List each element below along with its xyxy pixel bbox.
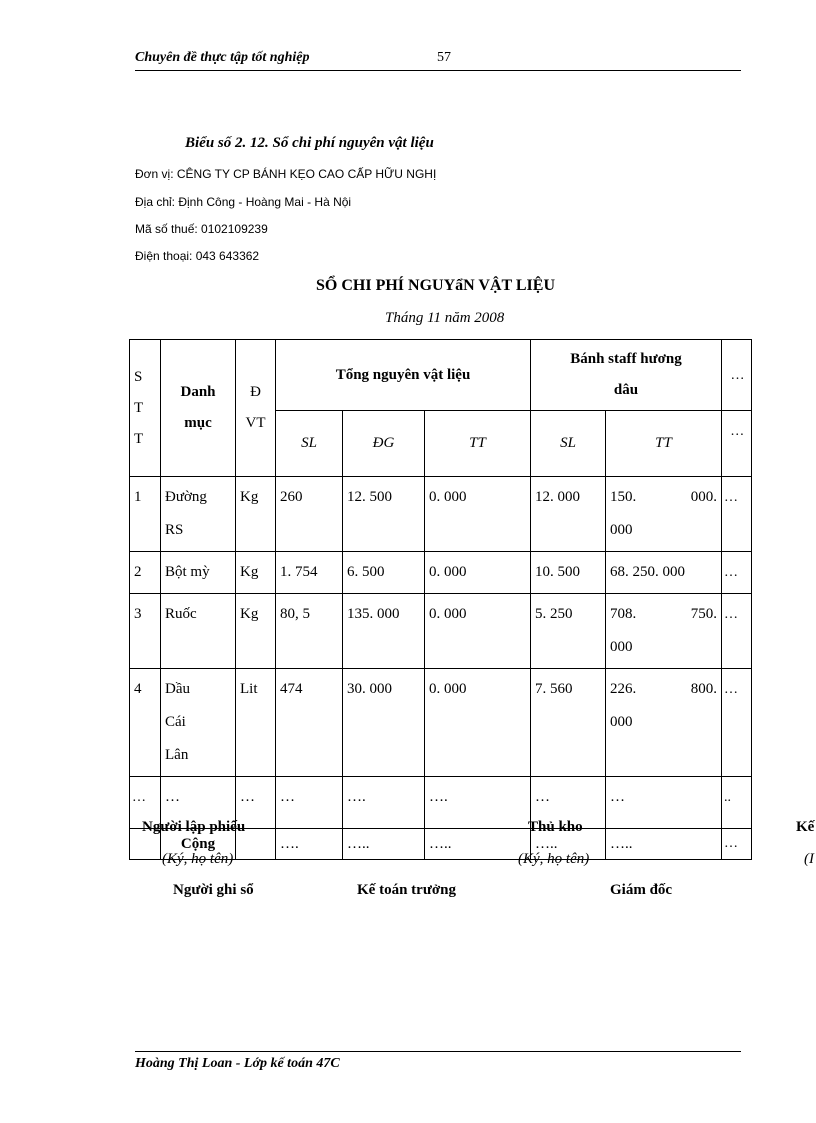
table-row xyxy=(130,552,752,594)
cell-tt: 0. 000 xyxy=(425,594,531,669)
header-row-1 xyxy=(130,340,752,411)
cell-sl: 474 xyxy=(276,669,343,777)
danh-muc-line: Danh xyxy=(180,384,216,400)
table-row xyxy=(130,477,752,552)
dm-line: Lân xyxy=(165,747,189,763)
cell-danh-muc: Ruốc xyxy=(161,594,236,669)
cell-dvt: … xyxy=(236,777,276,829)
cell-dvt: Lit xyxy=(236,669,276,777)
table-row xyxy=(130,594,752,669)
sig-ke-cut: Kế xyxy=(796,819,815,835)
cell-danh-muc xyxy=(161,669,236,777)
cell-sl: …. xyxy=(276,829,343,860)
tt2-line: 000 xyxy=(610,522,633,538)
cell-sl2: 10. 500 xyxy=(531,552,606,594)
subtitle: Tháng 11 năm 2008 xyxy=(385,310,505,326)
tt2-line xyxy=(610,481,717,514)
don-vi: Đơn vị: CÊNG TY CP BÁNH KẸO CAO CẤP HỮU NGHỊ xyxy=(135,167,437,181)
cell-stt: 3 xyxy=(130,594,161,669)
cell-tt2 xyxy=(606,594,722,669)
cell-more: … xyxy=(722,829,752,860)
cell-danh-muc: Bột mỳ xyxy=(161,552,236,594)
dien-thoai: Điện thoại: 043 643362 xyxy=(135,249,260,263)
dvt-line: VT xyxy=(245,415,266,431)
tt2-line: 000 xyxy=(610,639,633,655)
col-dvt-header xyxy=(236,340,276,477)
cell-more: .. xyxy=(722,777,752,829)
cell-tt: 0. 000 xyxy=(425,477,531,552)
sub-tt: TT xyxy=(425,411,531,477)
sub-tt2: TT xyxy=(606,411,722,477)
stt-letter: S xyxy=(134,368,143,385)
cell-dvt: Kg xyxy=(236,552,276,594)
col-danh-muc-header xyxy=(161,340,236,477)
materials-table xyxy=(129,339,752,860)
cell-tt2: ….. xyxy=(606,829,722,860)
tt2-part: 708. xyxy=(610,606,637,622)
cell-stt: … xyxy=(130,777,161,829)
cell-dg: 12. 500 xyxy=(343,477,425,552)
danh-muc-line: mục xyxy=(184,415,212,431)
sig-ky-ho-ten-1: (Ký, họ tên) xyxy=(162,851,234,867)
cell-stt: 4 xyxy=(130,669,161,777)
cell-dg: …. xyxy=(343,777,425,829)
cell-dg: 30. 000 xyxy=(343,669,425,777)
sub-sl: SL xyxy=(276,411,343,477)
cell-sl2: 7. 560 xyxy=(531,669,606,777)
cell-tt2: … xyxy=(606,777,722,829)
dvt-line: Đ xyxy=(250,384,261,400)
tt2-line: 000 xyxy=(610,714,633,730)
cell-total-label: Cộng xyxy=(161,829,236,860)
cell-sl2: … xyxy=(531,777,606,829)
cell-danh-muc xyxy=(161,477,236,552)
footer-text: Hoàng Thị Loan - Lớp kế toán 47C xyxy=(135,1056,340,1071)
bieu-title: Biểu số 2. 12. Sổ chi phí nguyên vật liệu xyxy=(185,135,434,151)
cell-sl2: 5. 250 xyxy=(531,594,606,669)
col-banh-header xyxy=(531,340,722,411)
cell-stt: 2 xyxy=(130,552,161,594)
sub-dg: ĐG xyxy=(343,411,425,477)
sig-ke-toan-truong: Kế toán trưởng xyxy=(357,882,456,898)
cell-sl: 260 xyxy=(276,477,343,552)
sub-more: … xyxy=(722,411,752,477)
cell-more: … xyxy=(722,477,752,552)
dm-line: RS xyxy=(165,522,184,538)
ma-so-thue: Mã số thuế: 0102109239 xyxy=(135,222,268,236)
stt-letter: T xyxy=(134,430,144,447)
sub-sl2: SL xyxy=(531,411,606,477)
sig-ky-ho-ten-2: (Ký, họ tên) xyxy=(518,851,590,867)
stt-letter: T xyxy=(134,399,144,416)
col-tong-header: Tổng nguyên vật liệu xyxy=(276,340,531,411)
cell-sl: 80, 5 xyxy=(276,594,343,669)
banh-line: Bánh staff hương xyxy=(570,351,682,367)
sig-nguoi-ghi-so: Người ghi sổ xyxy=(173,882,254,898)
sig-thu-kho: Thủ kho xyxy=(528,819,583,835)
cell-tt2 xyxy=(606,669,722,777)
tt2-part: 750. xyxy=(690,606,717,622)
header-title: Chuyên đề thực tập tốt nghiệp xyxy=(135,50,310,65)
cell-dg: ….. xyxy=(343,829,425,860)
footer-rule xyxy=(135,1051,741,1052)
cell-tt: 0. 000 xyxy=(425,552,531,594)
cell-more: … xyxy=(722,552,752,594)
sig-nguoi-lap: Người lập phiếu xyxy=(142,819,246,835)
tt2-line xyxy=(610,598,717,631)
banh-line: dâu xyxy=(613,382,639,398)
cell-sl2: ….. xyxy=(531,829,606,860)
dm-line: Dầu xyxy=(165,681,190,697)
cell-tt: 0. 000 xyxy=(425,669,531,777)
cell-sl: 1. 754 xyxy=(276,552,343,594)
cell-dvt: Kg xyxy=(236,594,276,669)
cell-sl2: 12. 000 xyxy=(531,477,606,552)
tt2-part: 800. xyxy=(690,681,717,697)
dm-line: Đường xyxy=(165,489,207,505)
cell-stt: 1 xyxy=(130,477,161,552)
col-more-header: … xyxy=(722,340,752,411)
dm-line: Cái xyxy=(165,714,186,730)
cell-more: … xyxy=(722,594,752,669)
cell-dg: 6. 500 xyxy=(343,552,425,594)
tt2-part: 150. xyxy=(610,489,637,505)
cell-tt: ….. xyxy=(425,829,531,860)
cell-danh-muc: … xyxy=(161,777,236,829)
cell-dg: 135. 000 xyxy=(343,594,425,669)
cell-tt: …. xyxy=(425,777,531,829)
cell-tt2 xyxy=(606,477,722,552)
main-title: SỔ CHI PHÍ NGUYẩN VẬT LIỆU xyxy=(316,277,556,294)
dia-chi: Địa chỉ: Định Công - Hoàng Mai - Hà Nội xyxy=(135,195,352,209)
tt2-part: 226. xyxy=(610,681,637,697)
tt2-part: 000. xyxy=(690,489,717,505)
cell-dvt: Kg xyxy=(236,477,276,552)
tt2-line xyxy=(610,673,717,706)
page-number: 57 xyxy=(437,50,451,65)
cell-sl: … xyxy=(276,777,343,829)
cell-more: … xyxy=(722,669,752,777)
table-row xyxy=(130,669,752,777)
col-stt-header xyxy=(130,340,161,477)
cell-tt2: 68. 250. 000 xyxy=(606,552,722,594)
header-rule xyxy=(135,70,741,71)
sig-ky-cut: (I xyxy=(804,851,814,867)
sig-giam-doc: Giám đốc xyxy=(610,882,673,898)
